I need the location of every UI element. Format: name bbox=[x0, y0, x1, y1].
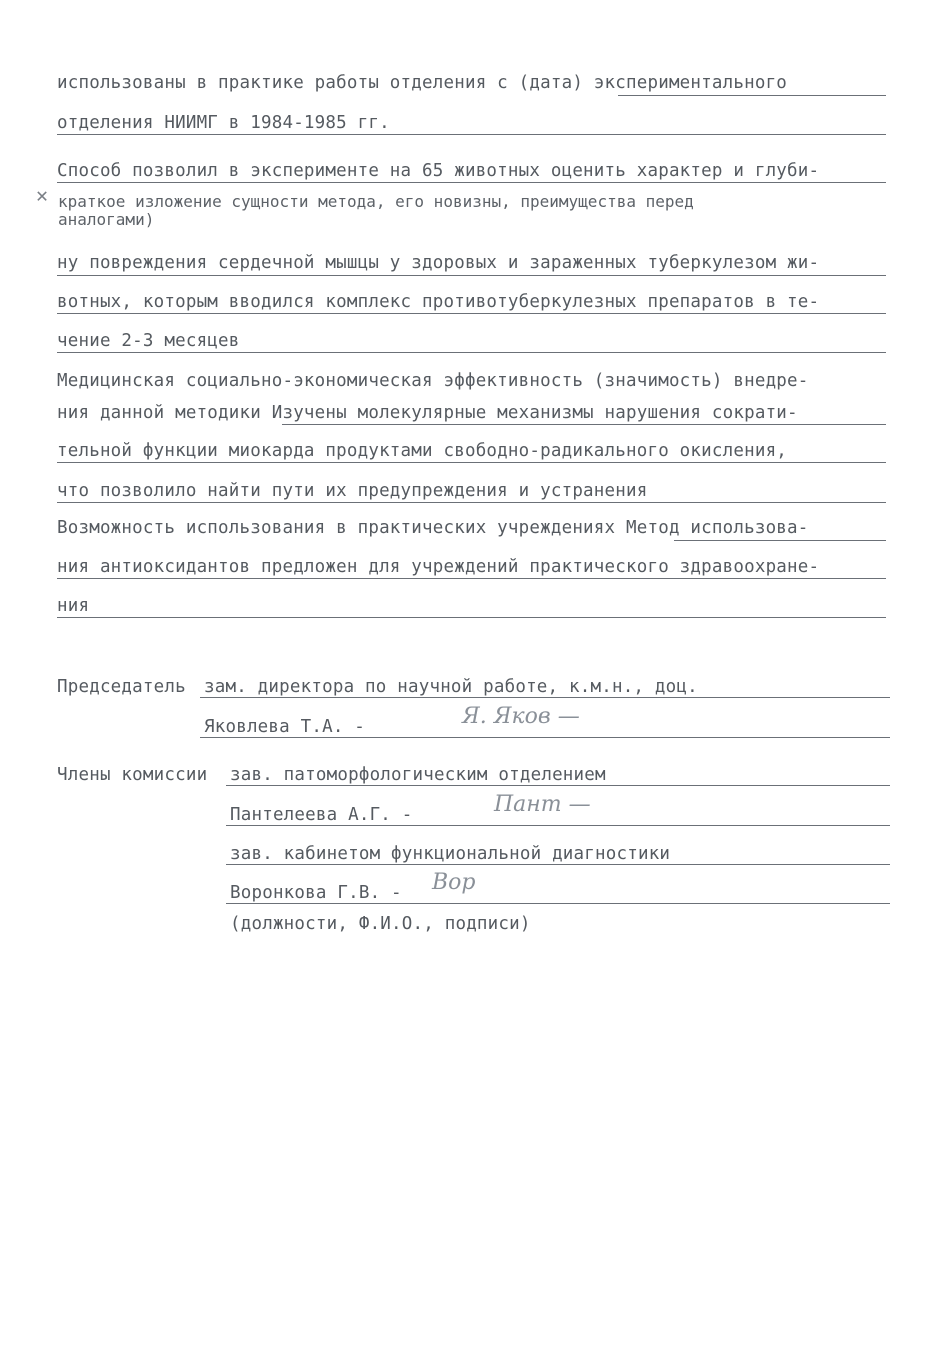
possibility-line-3: ния bbox=[57, 596, 90, 616]
underline bbox=[57, 578, 886, 579]
chairman-label: Председатель bbox=[57, 677, 186, 697]
underline bbox=[57, 313, 886, 314]
underline bbox=[57, 502, 886, 503]
efficiency-line-4: что позволило найти пути их предупреждения и устранения bbox=[57, 481, 648, 501]
essence-line-1: Способ позволил в эксперименте на 65 животных оценить характер и глуби- bbox=[57, 161, 820, 181]
intro-line-1: использованы в практике работы отделения с (дата) экспериментального bbox=[57, 73, 788, 93]
underline bbox=[226, 903, 890, 904]
member-1-position: зав. патоморфологическим отделением bbox=[230, 765, 606, 785]
efficiency-line-2: ния данной методики Изучены молекулярные механизмы нарушения сократи- bbox=[57, 403, 798, 423]
member-1-signature: Пант — bbox=[494, 792, 591, 817]
underline bbox=[282, 424, 886, 425]
underline bbox=[226, 785, 890, 786]
possibility-line-2: ния антиоксидантов предложен для учреждений практического здравоохране- bbox=[57, 557, 820, 577]
member-2-signature: Вор bbox=[432, 870, 476, 895]
underline bbox=[200, 697, 890, 698]
underline bbox=[674, 540, 886, 541]
essence-note-line-1: краткое изложение сущности метода, его новизны, преимущества перед bbox=[58, 192, 694, 211]
member-1-name: Пантелеева А.Г. - bbox=[230, 805, 413, 825]
chairman-name: Яковлева Т.А. - bbox=[204, 717, 366, 737]
underline bbox=[226, 825, 890, 826]
efficiency-line-3: тельной функции миокарда продуктами свободно-радикального окисления, bbox=[57, 441, 788, 461]
underline bbox=[57, 134, 886, 135]
underline bbox=[57, 352, 886, 353]
essence-line-4: чение 2-3 месяцев bbox=[57, 331, 240, 351]
underline bbox=[57, 617, 886, 618]
member-2-position: зав. кабинетом функциональной диагностики bbox=[230, 844, 671, 864]
underline bbox=[57, 275, 886, 276]
pencil-mark-icon: ✕ bbox=[36, 183, 49, 207]
member-2-name: Воронкова Г.В. - bbox=[230, 883, 402, 903]
underline bbox=[618, 95, 886, 96]
essence-line-2: ну повреждения сердечной мышцы у здоровых и зараженных туберкулезом жи- bbox=[57, 253, 820, 273]
efficiency-line-1: Медицинская социально-экономическая эффективность (значимость) внедре- bbox=[57, 371, 809, 391]
underline bbox=[226, 864, 890, 865]
underline bbox=[57, 182, 886, 183]
underline bbox=[57, 462, 886, 463]
possibility-line-1: Возможность использования в практических учреждениях Метод использова- bbox=[57, 518, 809, 538]
intro-line-2: отделения НИИМГ в 1984-1985 гг. bbox=[57, 113, 390, 133]
essence-line-3: вотных, которым вводился комплекс противотуберкулезных препаратов в те- bbox=[57, 292, 820, 312]
chairman-position: зам. директора по научной работе, к.м.н., доц. bbox=[204, 677, 698, 697]
chairman-signature: Я. Яков — bbox=[462, 704, 580, 729]
underline bbox=[200, 737, 890, 738]
members-label: Члены комиссии bbox=[57, 765, 208, 785]
essence-note-line-2: аналогами) bbox=[58, 210, 155, 229]
footnote: (должности, Ф.И.О., подписи) bbox=[230, 914, 531, 934]
